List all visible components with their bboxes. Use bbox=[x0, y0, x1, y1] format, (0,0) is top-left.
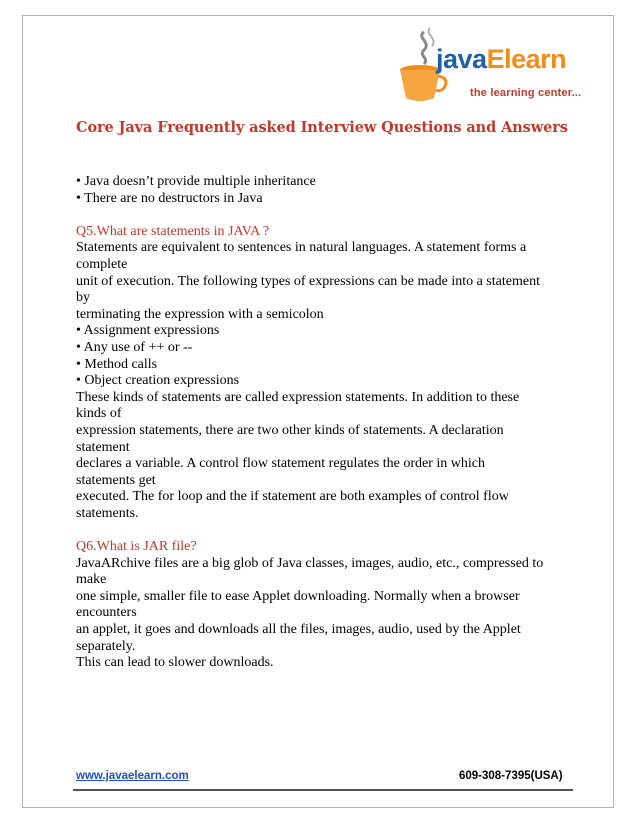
answer-line: statements get bbox=[76, 472, 156, 488]
answer-line: by bbox=[76, 290, 90, 306]
answer-line: • Any use of ++ or -- bbox=[76, 339, 193, 355]
answer-line: an applet, it goes and downloads all the files, images, audio, used by the Applet bbox=[76, 622, 521, 638]
answer-line: terminating the expression with a semicolon bbox=[76, 306, 324, 322]
answer-line: unit of execution. The following types of expressions can be made into a statement bbox=[76, 273, 540, 289]
answer-line: executed. The for loop and the if statement are both examples of control flow bbox=[76, 489, 509, 505]
answer-line: statements. bbox=[76, 505, 139, 521]
question-heading-q5: Q5.What are statements in JAVA ? bbox=[76, 223, 270, 239]
question-heading-q6: Q6.What is JAR file? bbox=[76, 539, 197, 555]
answer-line: expression statements, there are two other kinds of statements. A declaration bbox=[76, 422, 504, 438]
answer-line: separately. bbox=[76, 638, 136, 654]
answer-line: Statements are equivalent to sentences in natural languages. A statement forms a bbox=[76, 240, 527, 256]
footer-divider bbox=[73, 789, 573, 791]
answer-line: • Assignment expressions bbox=[76, 323, 220, 339]
answer-line: complete bbox=[76, 256, 128, 272]
answer-line: • Method calls bbox=[76, 356, 158, 372]
intro-bullet: • Java doesn’t provide multiple inheritance bbox=[76, 174, 316, 189]
answer-line: • Object creation expressions bbox=[76, 373, 240, 389]
answer-line: JavaARchive files are a big glob of Java classes, images, audio, etc., compressed to bbox=[76, 555, 544, 571]
website-link[interactable]: www.javaelearn.com bbox=[76, 770, 189, 782]
answer-line: kinds of bbox=[76, 406, 122, 422]
phone-number: 609-308-7395(USA) bbox=[459, 770, 563, 782]
intro-bullet: • There are no destructors in Java bbox=[76, 190, 263, 206]
answer-line: one simple, smaller file to ease Applet downloading. Normally when a browser bbox=[76, 588, 520, 604]
answer-line: encounters bbox=[76, 605, 137, 621]
logo-tagline: the learning center... bbox=[470, 87, 582, 99]
answer-line: This can lead to slower downloads. bbox=[76, 655, 274, 671]
answer-q5 bbox=[76, 240, 576, 522]
logo-wordmark: javaElearn bbox=[436, 44, 567, 74]
document-body bbox=[76, 174, 576, 672]
answer-q6 bbox=[76, 556, 576, 672]
answer-line: These kinds of statements are called expression statements. In addition to these bbox=[76, 389, 520, 405]
answer-line: declares a variable. A control flow statement regulates the order in which bbox=[76, 456, 485, 472]
answer-line: statement bbox=[76, 439, 130, 455]
answer-line: make bbox=[76, 572, 107, 588]
document-title: Core Java Frequently asked Interview Questions and Answers bbox=[76, 119, 568, 136]
